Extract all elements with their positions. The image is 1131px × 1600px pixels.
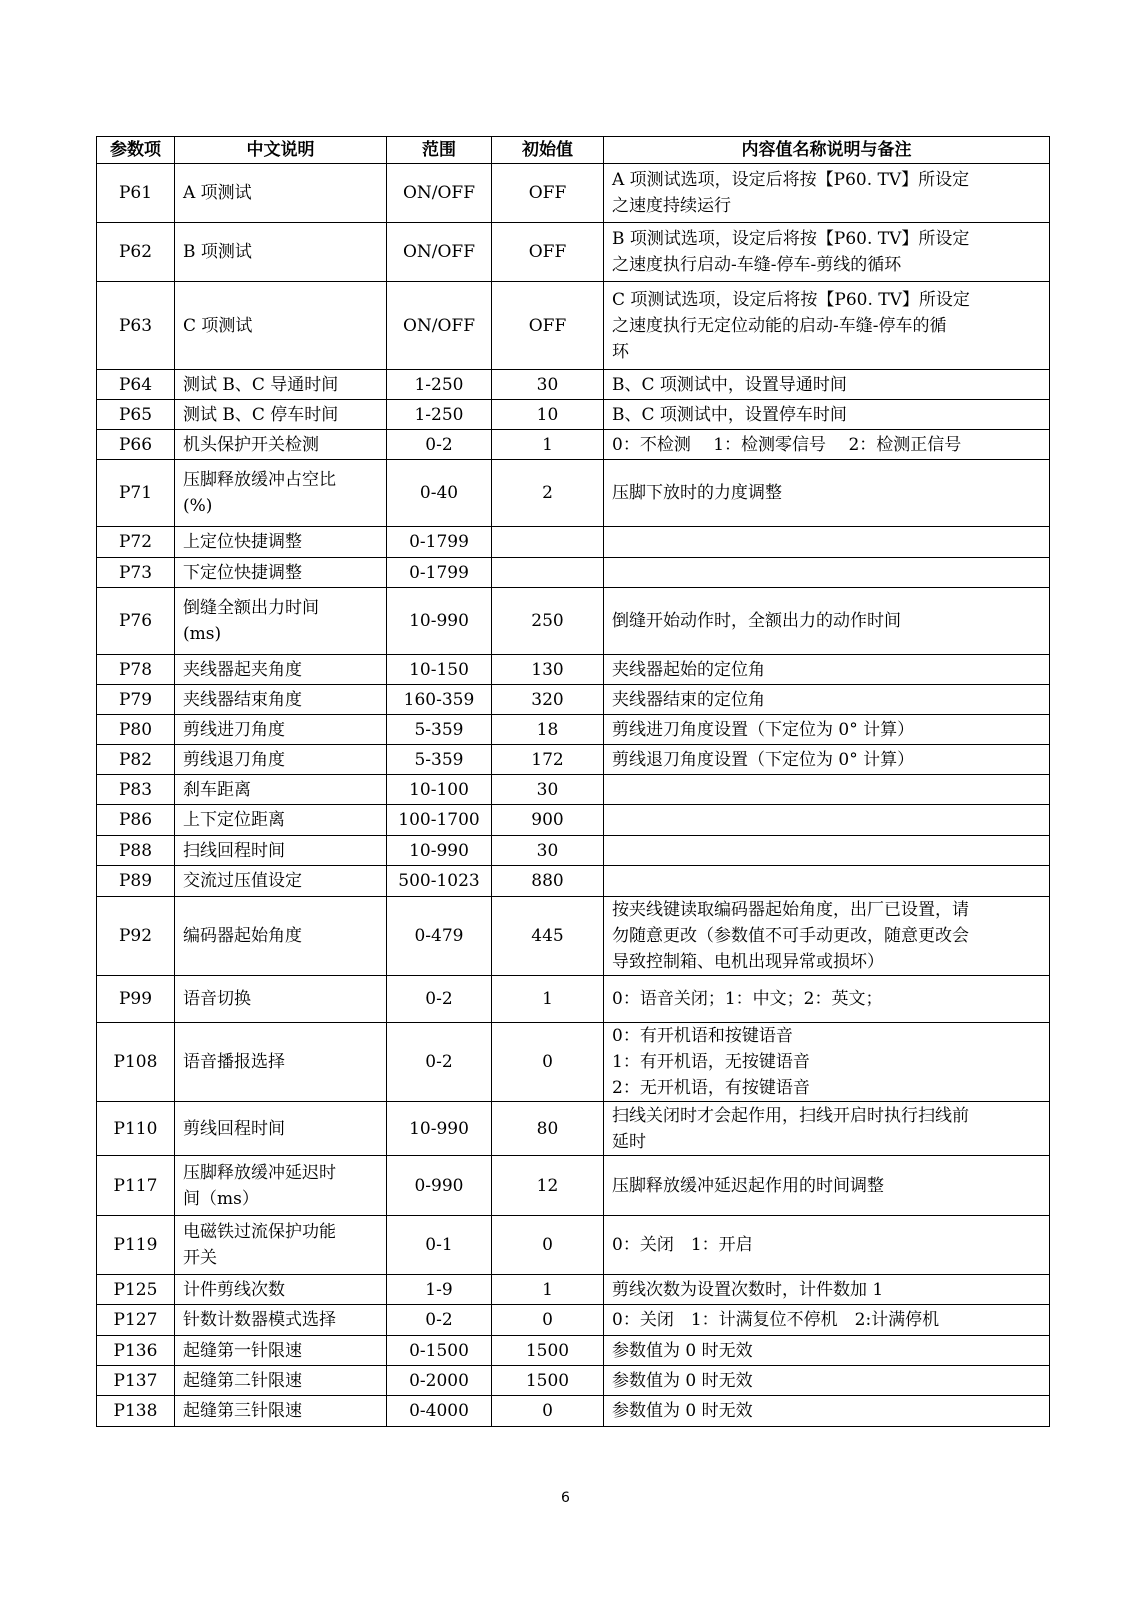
param-id-cell: P63: [97, 282, 175, 370]
notes-cell: [604, 866, 1050, 897]
initial-value-cell: 445: [492, 897, 604, 976]
param-id-cell: P83: [97, 775, 175, 805]
table-row: [97, 1156, 1050, 1216]
notes-cell: 压脚释放缓冲延迟起作用的时间调整: [604, 1156, 1050, 1216]
description-cell: 交流过压值设定: [175, 866, 387, 897]
table-row: [97, 775, 1050, 805]
description-cell: 剪线进刀角度: [175, 715, 387, 745]
table-row: [97, 1023, 1050, 1102]
description-cell: 压脚释放缓冲占空比 (%): [175, 460, 387, 527]
param-id-cell: P88: [97, 836, 175, 866]
param-id-cell: P61: [97, 164, 175, 223]
notes-cell: 0：不检测 1：检测零信号 2：检测正信号: [604, 430, 1050, 460]
range-cell: 1-9: [387, 1275, 492, 1305]
notes-cell: B、C 项测试中，设置停车时间: [604, 400, 1050, 430]
notes-cell: B、C 项测试中，设置导通时间: [604, 370, 1050, 400]
initial-value-cell: 80: [492, 1102, 604, 1156]
range-cell: ON/OFF: [387, 164, 492, 223]
notes-cell: A 项测试选项，设定后将按【P60. TV】所设定 之速度持续运行: [604, 164, 1050, 223]
initial-value-cell: 172: [492, 745, 604, 775]
description-cell: 电磁铁过流保护功能 开关: [175, 1216, 387, 1275]
param-id-cell: P65: [97, 400, 175, 430]
range-cell: 100-1700: [387, 805, 492, 836]
table-row: [97, 164, 1050, 223]
description-cell: 起缝第三针限速: [175, 1396, 387, 1427]
initial-value-cell: 1: [492, 1275, 604, 1305]
initial-value-cell: 1500: [492, 1336, 604, 1366]
table-row: [97, 836, 1050, 866]
description-cell: 起缝第一针限速: [175, 1336, 387, 1366]
notes-cell: 剪线次数为设置次数时，计件数加 1: [604, 1275, 1050, 1305]
table-row: [97, 745, 1050, 775]
param-id-cell: P117: [97, 1156, 175, 1216]
param-id-cell: P119: [97, 1216, 175, 1275]
notes-cell: 扫线关闭时才会起作用，扫线开启时执行扫线前 延时: [604, 1102, 1050, 1156]
table-row: [97, 400, 1050, 430]
header-param-id: 参数项: [97, 137, 175, 164]
notes-cell: 夹线器起始的定位角: [604, 655, 1050, 685]
description-cell: 夹线器结束角度: [175, 685, 387, 715]
range-cell: 0-479: [387, 897, 492, 976]
notes-cell: 0：关闭 1：计满复位不停机 2:计满停机: [604, 1305, 1050, 1336]
initial-value-cell: 0: [492, 1023, 604, 1102]
range-cell: 1-250: [387, 370, 492, 400]
notes-cell: 0：有开机语和按键语音 1：有开机语，无按键语音 2：无开机语，有按键语音: [604, 1023, 1050, 1102]
notes-cell: C 项测试选项，设定后将按【P60. TV】所设定 之速度执行无定位动能的启动-车缝-停车的循 环: [604, 282, 1050, 370]
table-row: [97, 897, 1050, 976]
range-cell: 0-2: [387, 1305, 492, 1336]
param-id-cell: P71: [97, 460, 175, 527]
param-id-cell: P92: [97, 897, 175, 976]
param-id-cell: P125: [97, 1275, 175, 1305]
initial-value-cell: 10: [492, 400, 604, 430]
notes-cell: 剪线进刀角度设置（下定位为 0° 计算）: [604, 715, 1050, 745]
description-cell: 上下定位距离: [175, 805, 387, 836]
notes-cell: [604, 775, 1050, 805]
table-row: [97, 1336, 1050, 1366]
description-cell: 测试 B、C 导通时间: [175, 370, 387, 400]
table-row: [97, 866, 1050, 897]
notes-cell: 0：关闭 1：开启: [604, 1216, 1050, 1275]
initial-value-cell: 1: [492, 430, 604, 460]
header-range: 范围: [387, 137, 492, 164]
description-cell: 针数计数器模式选择: [175, 1305, 387, 1336]
range-cell: 5-359: [387, 745, 492, 775]
notes-cell: [604, 805, 1050, 836]
initial-value-cell: 30: [492, 370, 604, 400]
range-cell: 0-990: [387, 1156, 492, 1216]
table-row: [97, 430, 1050, 460]
param-id-cell: P73: [97, 558, 175, 588]
table-row: [97, 588, 1050, 655]
range-cell: 10-990: [387, 588, 492, 655]
table-row: [97, 1396, 1050, 1427]
notes-cell: 参数值为 0 时无效: [604, 1396, 1050, 1427]
description-cell: 压脚释放缓冲延迟时 间（ms）: [175, 1156, 387, 1216]
range-cell: 5-359: [387, 715, 492, 745]
param-id-cell: P66: [97, 430, 175, 460]
header-initial-value: 初始值: [492, 137, 604, 164]
initial-value-cell: 250: [492, 588, 604, 655]
range-cell: 10-990: [387, 1102, 492, 1156]
initial-value-cell: OFF: [492, 282, 604, 370]
initial-value-cell: OFF: [492, 164, 604, 223]
range-cell: 10-100: [387, 775, 492, 805]
notes-cell: 参数值为 0 时无效: [604, 1336, 1050, 1366]
parameter-table: [96, 136, 1050, 1427]
range-cell: 10-990: [387, 836, 492, 866]
param-id-cell: P62: [97, 223, 175, 282]
initial-value-cell: [492, 527, 604, 558]
table-row: [97, 223, 1050, 282]
description-cell: 机头保护开关检测: [175, 430, 387, 460]
page-number: 6: [561, 1490, 570, 1506]
description-cell: 语音切换: [175, 976, 387, 1023]
notes-cell: 压脚下放时的力度调整: [604, 460, 1050, 527]
param-id-cell: P78: [97, 655, 175, 685]
param-id-cell: P79: [97, 685, 175, 715]
notes-cell: 夹线器结束的定位角: [604, 685, 1050, 715]
param-id-cell: P76: [97, 588, 175, 655]
param-id-cell: P108: [97, 1023, 175, 1102]
param-id-cell: P136: [97, 1336, 175, 1366]
range-cell: 0-2: [387, 976, 492, 1023]
range-cell: 500-1023: [387, 866, 492, 897]
initial-value-cell: 0: [492, 1216, 604, 1275]
description-cell: 上定位快捷调整: [175, 527, 387, 558]
initial-value-cell: OFF: [492, 223, 604, 282]
initial-value-cell: 0: [492, 1396, 604, 1427]
range-cell: 0-2: [387, 1023, 492, 1102]
range-cell: 160-359: [387, 685, 492, 715]
description-cell: B 项测试: [175, 223, 387, 282]
description-cell: 测试 B、C 停车时间: [175, 400, 387, 430]
table-row: [97, 460, 1050, 527]
param-id-cell: P72: [97, 527, 175, 558]
description-cell: 夹线器起夹角度: [175, 655, 387, 685]
header-description: 中文说明: [175, 137, 387, 164]
range-cell: ON/OFF: [387, 223, 492, 282]
initial-value-cell: 130: [492, 655, 604, 685]
table-row: [97, 1366, 1050, 1396]
param-id-cell: P127: [97, 1305, 175, 1336]
initial-value-cell: 1: [492, 976, 604, 1023]
table-row: [97, 282, 1050, 370]
initial-value-cell: 320: [492, 685, 604, 715]
param-id-cell: P86: [97, 805, 175, 836]
table-row: [97, 527, 1050, 558]
param-id-cell: P110: [97, 1102, 175, 1156]
initial-value-cell: 900: [492, 805, 604, 836]
table-body: [97, 164, 1050, 1427]
range-cell: 0-2: [387, 430, 492, 460]
initial-value-cell: 30: [492, 836, 604, 866]
table-row: [97, 1216, 1050, 1275]
param-id-cell: P99: [97, 976, 175, 1023]
notes-cell: [604, 558, 1050, 588]
table-row: [97, 715, 1050, 745]
initial-value-cell: 18: [492, 715, 604, 745]
param-id-cell: P80: [97, 715, 175, 745]
description-cell: 计件剪线次数: [175, 1275, 387, 1305]
description-cell: 刹车距离: [175, 775, 387, 805]
description-cell: 起缝第二针限速: [175, 1366, 387, 1396]
table-row: [97, 685, 1050, 715]
notes-cell: B 项测试选项，设定后将按【P60. TV】所设定 之速度执行启动-车缝-停车-剪线的循环: [604, 223, 1050, 282]
initial-value-cell: [492, 558, 604, 588]
range-cell: 0-4000: [387, 1396, 492, 1427]
description-cell: 扫线回程时间: [175, 836, 387, 866]
param-id-cell: P89: [97, 866, 175, 897]
range-cell: 0-1: [387, 1216, 492, 1275]
param-id-cell: P82: [97, 745, 175, 775]
param-id-cell: P137: [97, 1366, 175, 1396]
description-cell: 剪线回程时间: [175, 1102, 387, 1156]
notes-cell: [604, 836, 1050, 866]
header-notes: 内容值名称说明与备注: [604, 137, 1050, 164]
range-cell: 1-250: [387, 400, 492, 430]
table-header-row: [97, 137, 1050, 164]
table-row: [97, 1305, 1050, 1336]
initial-value-cell: 1500: [492, 1366, 604, 1396]
range-cell: 0-1500: [387, 1336, 492, 1366]
table-row: [97, 558, 1050, 588]
initial-value-cell: 0: [492, 1305, 604, 1336]
table-row: [97, 370, 1050, 400]
range-cell: 0-1799: [387, 527, 492, 558]
param-id-cell: P138: [97, 1396, 175, 1427]
notes-cell: [604, 527, 1050, 558]
initial-value-cell: 2: [492, 460, 604, 527]
range-cell: 10-150: [387, 655, 492, 685]
table-row: [97, 805, 1050, 836]
description-cell: 编码器起始角度: [175, 897, 387, 976]
description-cell: 下定位快捷调整: [175, 558, 387, 588]
initial-value-cell: 30: [492, 775, 604, 805]
initial-value-cell: 12: [492, 1156, 604, 1216]
notes-cell: 参数值为 0 时无效: [604, 1366, 1050, 1396]
range-cell: 0-40: [387, 460, 492, 527]
range-cell: ON/OFF: [387, 282, 492, 370]
notes-cell: 按夹线键读取编码器起始角度，出厂已设置，请 勿随意更改（参数值不可手动更改，随意更改会 导致控制箱、电机出现异常或损坏）: [604, 897, 1050, 976]
description-cell: 语音播报选择: [175, 1023, 387, 1102]
description-cell: 剪线退刀角度: [175, 745, 387, 775]
table-row: [97, 655, 1050, 685]
param-id-cell: P64: [97, 370, 175, 400]
description-cell: C 项测试: [175, 282, 387, 370]
notes-cell: 倒缝开始动作时，全额出力的动作时间: [604, 588, 1050, 655]
range-cell: 0-2000: [387, 1366, 492, 1396]
table-row: [97, 976, 1050, 1023]
initial-value-cell: 880: [492, 866, 604, 897]
table-row: [97, 1275, 1050, 1305]
notes-cell: 0：语音关闭；1：中文；2：英文；: [604, 976, 1050, 1023]
notes-cell: 剪线退刀角度设置（下定位为 0° 计算）: [604, 745, 1050, 775]
description-cell: A 项测试: [175, 164, 387, 223]
table-row: [97, 1102, 1050, 1156]
description-cell: 倒缝全额出力时间 (ms): [175, 588, 387, 655]
range-cell: 0-1799: [387, 558, 492, 588]
